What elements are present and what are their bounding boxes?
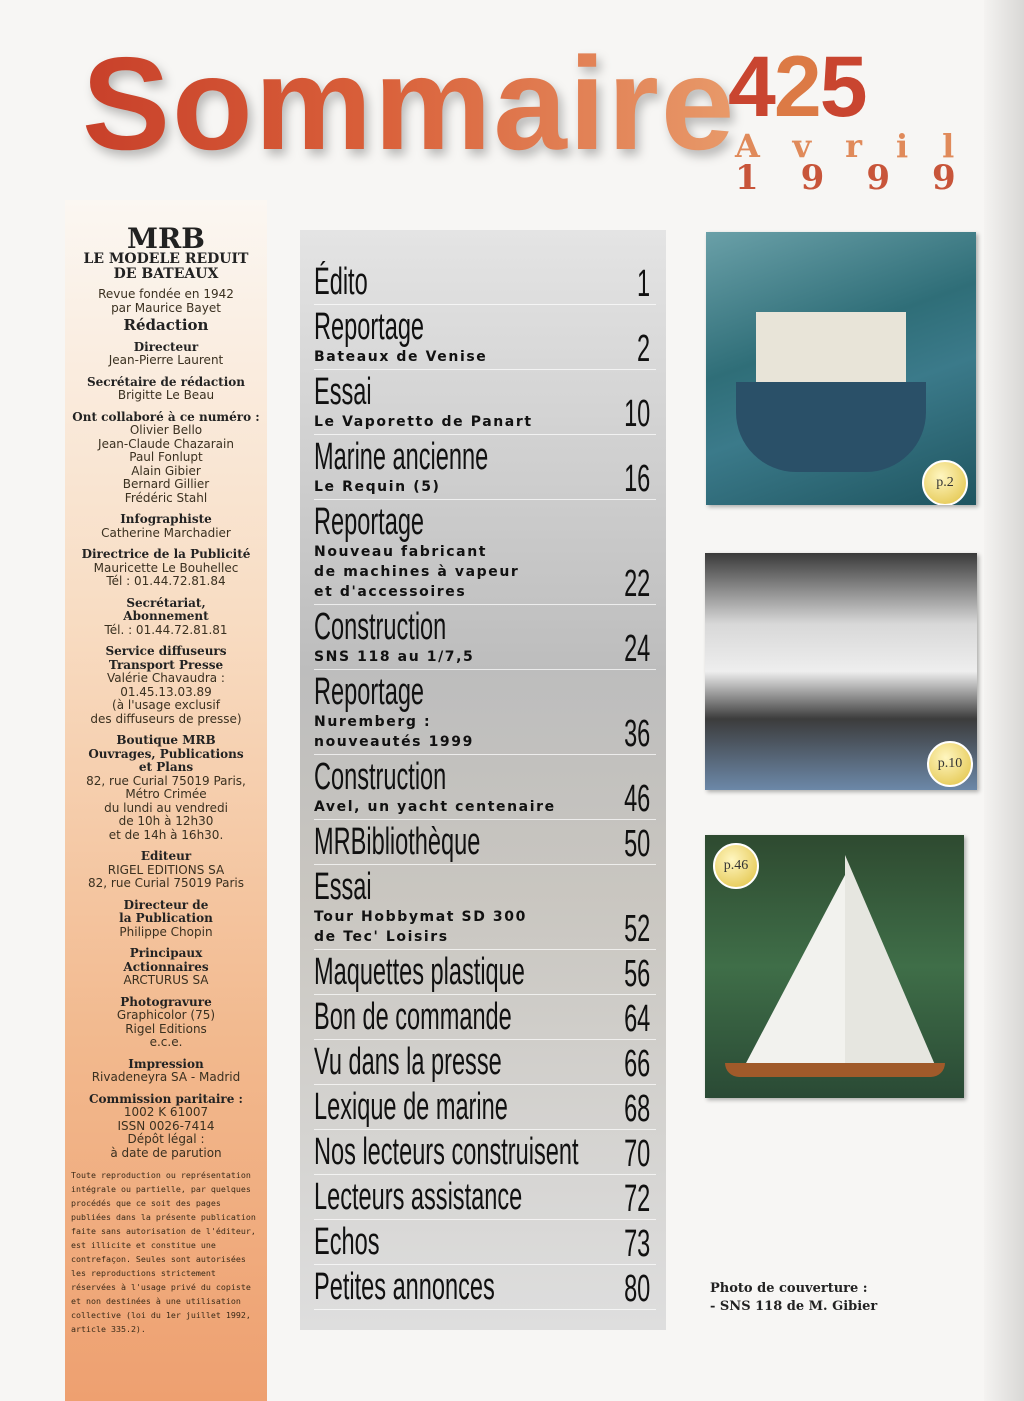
credit-role: la Publication — [119, 911, 213, 925]
credit-name: e.c.e. — [149, 1035, 183, 1049]
credit-name: Catherine Marchadier — [101, 525, 231, 540]
toc-page-number: 68 — [623, 1088, 650, 1130]
credit-role: et Plans — [138, 760, 194, 774]
issue-digit: 2 — [773, 39, 820, 135]
sail-shape — [745, 875, 845, 1065]
credit-role: Service diffuseurs — [105, 644, 227, 658]
page-badge: p.46 — [713, 843, 759, 889]
page-edge-shadow — [984, 0, 1024, 1401]
credit-name: et de 14h à 16h30. — [108, 827, 224, 842]
credit-role: Photogravure — [120, 994, 212, 1009]
credit-role: Transport Presse — [108, 657, 224, 672]
masthead-column — [65, 200, 267, 1401]
toc-page-number: 73 — [623, 1223, 650, 1265]
toc-entry[interactable] — [314, 757, 656, 820]
masthead-subtitle — [65, 252, 267, 282]
page-badge: p.10 — [927, 741, 973, 787]
sail-shape — [845, 855, 935, 1065]
credit-name: Tél : 01.44.72.81.84 — [106, 574, 226, 588]
founded-line: Revue fondée en 1942 — [98, 287, 234, 301]
toc-entry-title: MRBibliothèque — [314, 821, 481, 863]
credit-name: Alain Gibier — [131, 463, 201, 478]
toc-entry[interactable] — [314, 997, 656, 1040]
credit-name: Bernard Gillier — [122, 477, 210, 491]
toc-entry[interactable] — [314, 607, 656, 670]
issue-digit: 5 — [819, 39, 866, 135]
toc-entry[interactable] — [314, 437, 656, 500]
credit-role: Principaux — [129, 946, 203, 960]
toc-entry-subtitle: Avel, un yacht centenaire — [314, 799, 556, 815]
credit-name: du lundi au vendredi — [104, 800, 228, 815]
credit-name: ARCTURUS SA — [123, 973, 209, 987]
toc-entry-title: Lecteurs assistance — [314, 1176, 523, 1218]
credit-name: Dépôt légal : — [127, 1132, 205, 1146]
credit-name: Tél. : 01.44.72.81.81 — [104, 622, 228, 637]
toc-entry[interactable] — [314, 952, 656, 995]
toc-entry-title: Édito — [314, 261, 368, 303]
credit-name: Paul Fonlupt — [129, 450, 203, 464]
toc-entry[interactable] — [314, 672, 656, 755]
toc-entry-subtitle: de Tec' Loisirs — [314, 929, 449, 945]
legal-notice: Toute reproduction ou représentation intégrale ou partielle, par quelques procédés que ce soit des pages publiées dans la présente publication faite sans autorisation de l'éditeur, est illicite et constitue une contrefaçon. Seules sont autorisées les reproductions strictement réservées à l'usage privé du copiste et non destinées à une utilisation collective (loi du 1er juillet 1992, article 335.2). — [71, 1170, 256, 1334]
caption-line: - SNS 118 de M. Gibier — [710, 1299, 878, 1314]
credit-name: de 10h à 12h30 — [118, 814, 214, 828]
subtitle-line: LE MODELE REDUIT — [83, 251, 249, 267]
credit-name: Philippe Chopin — [119, 924, 213, 939]
toc-entry-title: Construction — [314, 756, 447, 798]
toc-entry-subtitle: Le Requin (5) — [314, 479, 441, 495]
credit-role: Abonnement — [123, 609, 209, 623]
hull-shape — [725, 1063, 945, 1077]
toc-page-number: 52 — [623, 908, 650, 950]
toc-page-number: 22 — [623, 563, 650, 605]
toc-entry[interactable] — [314, 1132, 656, 1175]
issue-number — [728, 38, 866, 137]
toc-entry-subtitle: Bateaux de Venise — [314, 349, 488, 365]
toc-entry[interactable] — [314, 372, 656, 435]
toc-page-number: 80 — [623, 1268, 650, 1310]
credit-name: ISSN 0026-7414 — [117, 1118, 215, 1133]
credit-role: Boutique MRB — [116, 733, 216, 747]
caption-line: Photo de couverture : — [710, 1281, 868, 1296]
toc-entry-title: Lexique de marine — [314, 1086, 508, 1128]
toc-entry-subtitle: et d'accessoires — [314, 584, 467, 600]
toc-entry-title: Essai — [314, 866, 372, 908]
toc-entry-title: Maquettes plastique — [314, 951, 525, 993]
toc-entry[interactable] — [314, 867, 656, 950]
toc-page-number: 1 — [636, 263, 650, 305]
credit-role: Ouvrages, Publications — [88, 746, 244, 761]
toc-page-number: 36 — [623, 713, 650, 755]
photo-venice-boat — [706, 232, 976, 505]
issue-year: 1999 — [735, 158, 998, 198]
subtitle-line: DE BATEAUX — [113, 266, 219, 282]
credit-name: Frédéric Stahl — [124, 490, 208, 505]
toc-entry-title: Nos lecteurs construisent — [314, 1131, 579, 1173]
toc-entry-title: Reportage — [314, 501, 425, 543]
toc-entry-subtitle: Le Vaporetto de Panart — [314, 414, 533, 430]
toc-entry-title: Echos — [314, 1221, 380, 1263]
toc-entry-title: Construction — [314, 606, 447, 648]
toc-page-number: 56 — [623, 953, 650, 995]
credit-name: Graphicolor (75) — [116, 1008, 216, 1022]
section-heading: Rédaction — [123, 316, 209, 334]
toc-page-number: 2 — [636, 328, 650, 370]
credit-name: 82, rue Curial 75019 Paris, — [86, 773, 246, 788]
toc-entry-subtitle: nouveautés 1999 — [314, 734, 474, 750]
credits-list — [65, 341, 267, 1161]
credit-name: Métro Crimée — [125, 787, 207, 801]
issue-month: Avril — [735, 127, 989, 165]
toc-page-number: 16 — [623, 458, 650, 500]
toc-entry[interactable] — [314, 502, 656, 605]
toc-entry[interactable] — [314, 307, 656, 370]
credit-role: Ont collaboré à ce numéro : — [72, 409, 260, 424]
credit-name: Rivadeneyra SA - Madrid — [91, 1070, 241, 1084]
table-of-contents — [300, 230, 666, 1330]
toc-page-number: 66 — [623, 1043, 650, 1085]
credit-name: 82, rue Curial 75019 Paris — [88, 876, 244, 890]
toc-page-number: 72 — [623, 1178, 650, 1220]
cargo-shape — [756, 312, 906, 382]
toc-entry[interactable] — [314, 1177, 656, 1220]
toc-entry-title: Petites annonces — [314, 1266, 495, 1308]
cover-caption — [710, 1280, 877, 1316]
credit-role: Infographiste — [120, 512, 212, 526]
toc-page-number: 10 — [623, 393, 650, 435]
toc-entry[interactable] — [314, 262, 656, 305]
credit-name: 01.45.13.03.89 — [120, 684, 212, 699]
page-badge: p.2 — [922, 460, 968, 505]
credit-role: Commission paritaire : — [89, 1091, 243, 1106]
toc-entry-title: Reportage — [314, 306, 425, 348]
credit-role: Editeur — [140, 849, 192, 863]
credit-name: Brigitte Le Beau — [117, 388, 215, 402]
credit-name: 1002 K 61007 — [123, 1105, 209, 1119]
toc-entry[interactable] — [314, 822, 656, 865]
toc-entry[interactable] — [314, 1087, 656, 1130]
credit-name: à date de parution — [110, 1145, 222, 1160]
credit-name: RIGEL EDITIONS SA — [107, 862, 225, 877]
credit-name: (à l'usage exclusif — [112, 698, 220, 712]
toc-entry-title: Essai — [314, 371, 372, 413]
page-title: Sommaire — [82, 30, 737, 177]
credit-name: Olivier Bello — [129, 423, 203, 437]
toc-entry-subtitle: de machines à vapeur — [314, 564, 520, 580]
photo-vaporetto — [705, 553, 977, 790]
toc-page-number: 50 — [623, 823, 650, 865]
toc-entry-subtitle: Nuremberg : — [314, 714, 432, 730]
credit-role: Directeur de — [123, 897, 209, 912]
toc-entry-title: Reportage — [314, 671, 425, 713]
credit-name: Valérie Chavaudra : — [107, 671, 225, 685]
credit-role: Impression — [128, 1056, 204, 1071]
founded-line: par Maurice Bayet — [111, 300, 221, 315]
credit-name: Jean-Pierre Laurent — [108, 353, 224, 367]
credit-name: des diffuseurs de presse) — [90, 711, 242, 726]
toc-page-number: 70 — [623, 1133, 650, 1175]
issue-digit: 4 — [728, 39, 774, 135]
toc-page-number: 24 — [623, 628, 650, 670]
toc-entry-subtitle: SNS 118 au 1/7,5 — [314, 649, 475, 665]
toc-entry-title: Marine ancienne — [314, 436, 489, 478]
toc-entry[interactable] — [314, 1222, 656, 1265]
toc-entry[interactable] — [314, 1267, 656, 1310]
credit-name: Jean-Claude Chazarain — [98, 436, 234, 451]
credit-role: Secrétariat, — [126, 595, 206, 610]
photo-sailing-yacht — [705, 835, 964, 1098]
credit-role: Actionnaires — [123, 959, 209, 974]
toc-page-number: 64 — [623, 998, 650, 1040]
toc-entry-subtitle: Nouveau fabricant — [314, 544, 488, 560]
toc-entry-title: Bon de commande — [314, 996, 512, 1038]
credit-name: Mauricette Le Bouhellec — [93, 560, 239, 575]
hull-shape — [736, 382, 926, 472]
toc-page-number: 46 — [623, 778, 650, 820]
toc-entry[interactable] — [314, 1042, 656, 1085]
toc-entry-subtitle: Tour Hobbymat SD 300 — [314, 909, 527, 925]
toc-entry-title: Vu dans la presse — [314, 1041, 502, 1083]
credit-role: Directrice de la Publicité — [81, 547, 251, 561]
masthead-logo: MRB — [127, 222, 205, 255]
credit-role: Directeur — [133, 339, 199, 354]
credit-name: Rigel Editions — [125, 1021, 207, 1036]
credit-role: Secrétaire de rédaction — [86, 374, 246, 389]
